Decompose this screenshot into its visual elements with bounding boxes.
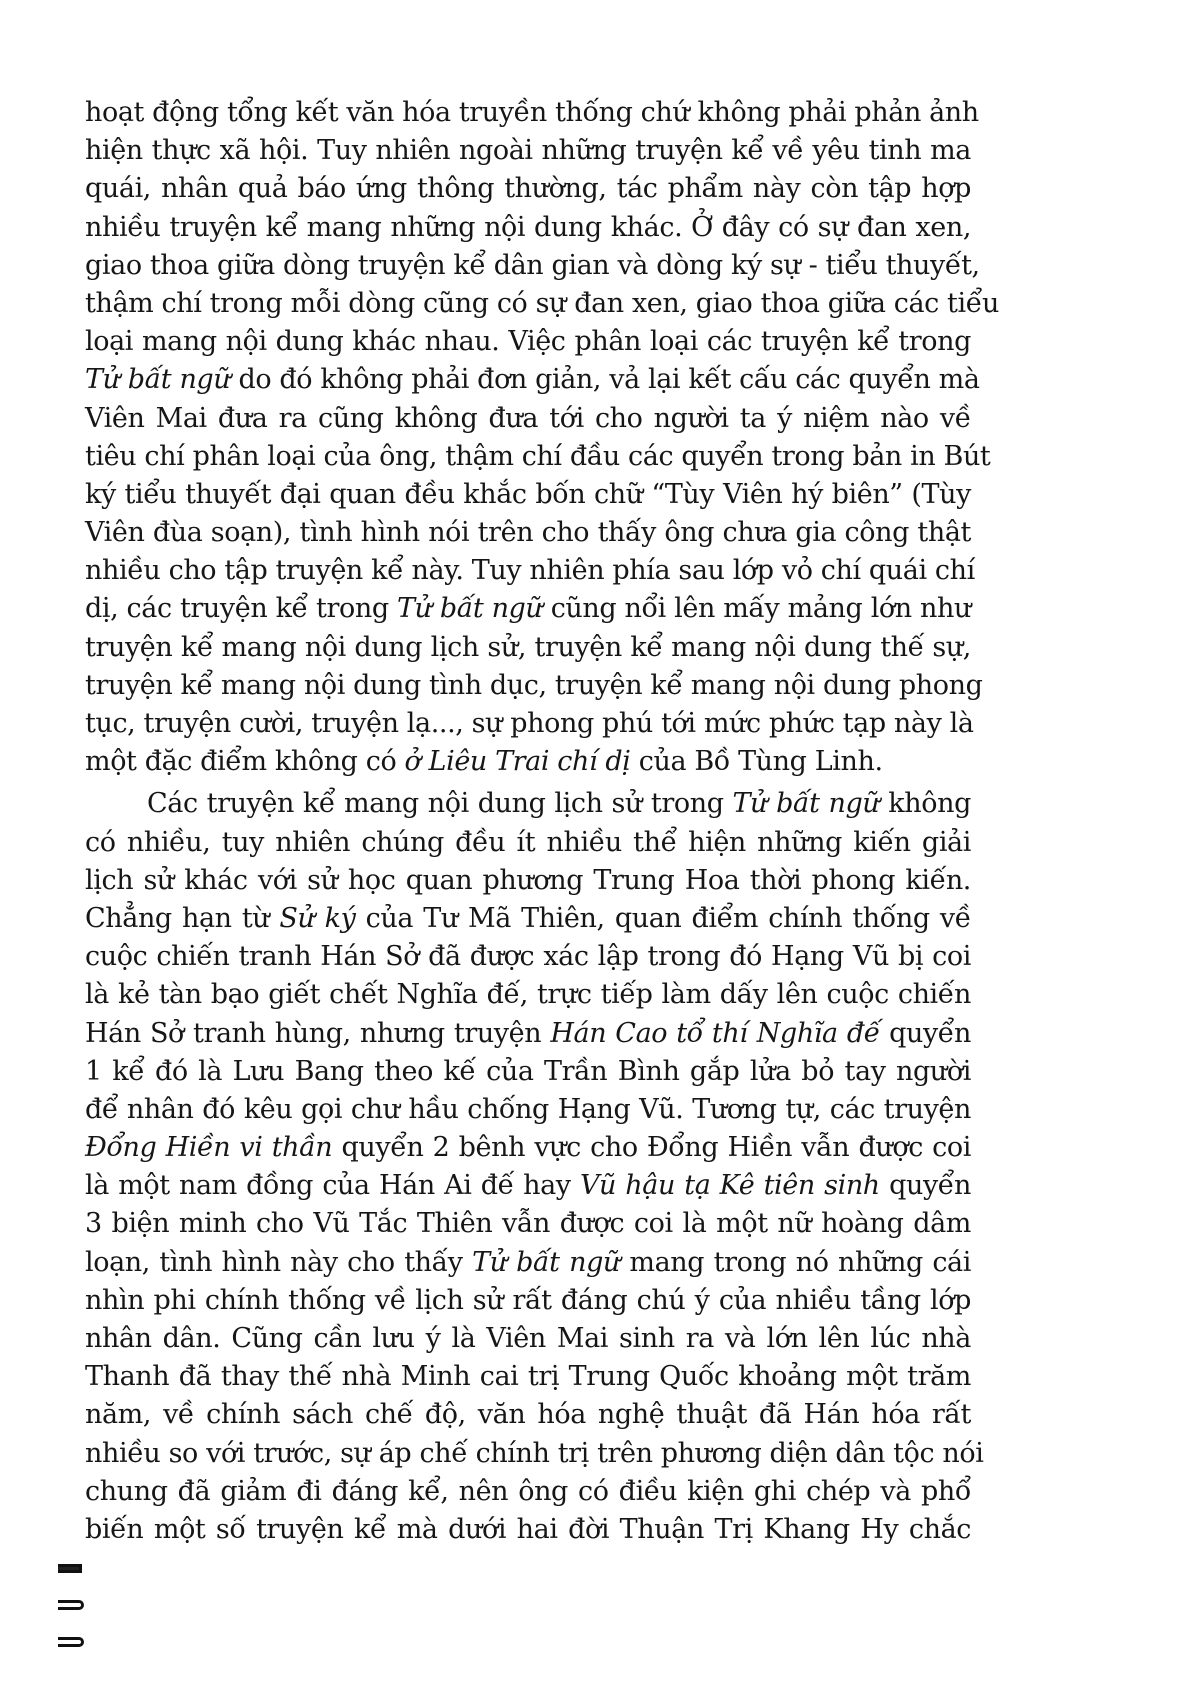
- text-run: loại mang nội dung khác nhau. Việc phân loại các truyện kể trong: [85, 326, 971, 358]
- italic-title: Tử bất ngữ: [85, 364, 231, 396]
- italic-title: Vũ hậu tạ Kê tiên sinh: [579, 1170, 880, 1202]
- text-line: [85, 824, 971, 862]
- text-run: 3 biện minh cho Vũ Tắc Thiên vẫn được coi là một nữ hoàng dâm: [85, 1208, 971, 1240]
- text-run: hiện thực xã hội. Tuy nhiên ngoài những truyện kể về yêu tinh ma: [85, 135, 971, 167]
- text-run: Viên Mai đưa ra cũng không đưa tới cho người ta ý niệm nào về: [85, 402, 971, 434]
- text-run: của Tư Mã Thiên, quan điểm chính thống về: [355, 902, 971, 934]
- text-line: [85, 938, 971, 976]
- text-line: [85, 1091, 971, 1129]
- text-run: là một nam đồng của Hán Ai đế hay: [85, 1170, 580, 1202]
- text-line: [85, 323, 971, 361]
- text-line: [85, 1320, 971, 1358]
- text-run: nhiều truyện kể mang những nội dung khác. Ở đây có sự đan xen,: [85, 211, 971, 243]
- text-run: Hán Sở tranh hùng, nhưng truyện: [85, 1017, 551, 1049]
- text-line: [85, 247, 980, 285]
- text-run: Thanh đã thay thế nhà Minh cai trị Trung Quốc khoảng một trăm: [85, 1361, 971, 1393]
- text-run: 1 kể đó là Lưu Bang theo kế của Trần Bình gắp lửa bỏ tay người: [85, 1055, 971, 1087]
- text-run: Viên đùa soạn), tình hình nói trên cho thấy ông chưa gia công thật: [85, 517, 971, 549]
- text-run: Các truyện kể mang nội dung lịch sử trong: [147, 788, 733, 820]
- text-run: truyện kể mang nội dung tình dục, truyện kể mang nội dung phong: [85, 669, 983, 701]
- text-line: [85, 900, 971, 938]
- text-run: năm, về chính sách chế độ, văn hóa nghệ thuật đã Hán hóa rất: [85, 1399, 971, 1431]
- text-line: [85, 94, 979, 132]
- text-line: [85, 170, 971, 208]
- text-line: [85, 1473, 971, 1511]
- text-run: nhìn phi chính thống về lịch sử rất đáng chú ý của nhiều tầng lớp: [85, 1284, 971, 1316]
- text-run: nhiều so với trước, sự áp chế chính trị trên phương diện dân tộc nói: [85, 1437, 984, 1469]
- text-line: [85, 705, 974, 743]
- text-run: không: [879, 788, 971, 820]
- text-line: [85, 629, 971, 667]
- text-run: truyện kể mang nội dung lịch sử, truyện kể mang nội dung thế sự,: [85, 631, 971, 663]
- paragraph: [85, 94, 999, 781]
- document-page: [85, 94, 999, 1549]
- text-run: một đặc điểm không có: [85, 746, 405, 778]
- text-run: cuộc chiến tranh Hán Sở đã được xác lập trong đó Hạng Vũ bị coi: [85, 941, 971, 973]
- text-line: [85, 1205, 971, 1243]
- text-run: nhân dân. Cũng cần lưu ý là Viên Mai sinh ra và lớn lên lúc nhà: [85, 1323, 971, 1354]
- text-line: [85, 476, 971, 514]
- text-line: [85, 285, 999, 323]
- text-run: quyển: [879, 1017, 971, 1049]
- text-line: [85, 1435, 984, 1473]
- text-line: [85, 976, 971, 1014]
- text-run: hoạt động tổng kết văn hóa truyền thống chứ không phải phản ảnh: [85, 97, 979, 128]
- text-run: lịch sử khác với sử học quan phương Trung Hoa thời phong kiến.: [85, 864, 971, 896]
- text-line: [85, 361, 980, 399]
- italic-title: Hán Cao tổ thí Nghĩa đế: [550, 1017, 880, 1049]
- text-line: [85, 400, 971, 438]
- text-run: Chẳng hạn từ: [85, 902, 280, 934]
- text-run: do đó không phải đơn giản, vả lại kết cấu các quyển mà: [230, 364, 980, 396]
- text-line: [85, 1129, 971, 1167]
- text-line: [85, 1282, 971, 1320]
- paragraph: [85, 785, 984, 1549]
- text-line: [85, 1053, 971, 1091]
- scan-artifact-mark: [58, 1600, 84, 1610]
- text-line: [85, 1015, 971, 1053]
- scan-artifact-mark: [58, 1637, 84, 1647]
- text-run: để nhân đó kêu gọi chư hầu chống Hạng Vũ. Tương tự, các truyện: [85, 1093, 971, 1125]
- text-run: quái, nhân quả báo ứng thông thường, tác phẩm này còn tập hợp: [85, 173, 971, 205]
- text-line: [85, 590, 971, 628]
- text-line: [85, 438, 991, 476]
- text-run: ký tiểu thuyết đại quan đều khắc bốn chữ “Tùy Viên hý biên” (Tùy: [85, 478, 971, 510]
- text-run: tiêu chí phân loại của ông, thậm chí đầu các quyển trong bản in Bút: [85, 440, 991, 472]
- text-run: giao thoa giữa dòng truyện kể dân gian và dòng ký sự - tiểu thuyết,: [85, 249, 980, 281]
- text-run: quyển: [879, 1170, 972, 1202]
- text-run: mang trong nó những cái: [619, 1246, 971, 1278]
- italic-title: ở Liêu Trai chí dị: [404, 746, 631, 778]
- text-run: loạn, tình hình này cho thấy: [85, 1246, 473, 1278]
- italic-title: Tử bất ngữ: [732, 788, 880, 820]
- italic-title: Tử bất ngữ: [396, 593, 543, 625]
- text-line: [85, 514, 971, 552]
- italic-title: Sử ký: [279, 902, 356, 934]
- text-run: dị, các truyện kể trong: [85, 593, 397, 625]
- italic-title: Tử bất ngữ: [472, 1246, 620, 1278]
- text-line: [85, 743, 971, 781]
- text-line: [85, 552, 975, 590]
- text-run: có nhiều, tuy nhiên chúng đều ít nhiều thể hiện những kiến giải: [85, 826, 971, 858]
- scan-artifact-mark: [58, 1564, 82, 1573]
- text-line: [85, 132, 971, 170]
- text-line: [85, 667, 983, 705]
- text-line: [85, 785, 971, 823]
- italic-title: Đổng Hiền vi thần: [85, 1132, 333, 1164]
- text-line: [85, 1511, 971, 1549]
- text-run: là kẻ tàn bạo giết chết Nghĩa đế, trực tiếp làm dấy lên cuộc chiến: [85, 979, 971, 1011]
- text-run: của Bồ Tùng Linh.: [630, 746, 883, 778]
- text-line: [85, 1358, 971, 1396]
- text-line: [85, 1396, 971, 1434]
- text-line: [85, 1167, 971, 1205]
- text-run: quyển 2 bênh vực cho Đổng Hiền vẫn được coi: [332, 1132, 971, 1164]
- text-run: chung đã giảm đi đáng kể, nên ông có điều kiện ghi chép và phổ: [85, 1475, 971, 1507]
- text-run: biến một số truyện kể mà dưới hai đời Thuận Trị Khang Hy chắc: [85, 1513, 971, 1545]
- text-run: tục, truyện cười, truyện lạ..., sự phong phú tới mức phức tạp này là: [85, 708, 974, 739]
- text-line: [85, 862, 971, 900]
- text-line: [85, 1244, 971, 1282]
- text-run: nhiều cho tập truyện kể này. Tuy nhiên phía sau lớp vỏ chí quái chí: [85, 555, 975, 587]
- text-run: cũng nổi lên mấy mảng lớn như: [542, 593, 971, 625]
- text-run: thậm chí trong mỗi dòng cũng có sự đan xen, giao thoa giữa các tiểu: [85, 287, 999, 319]
- text-line: [85, 209, 971, 247]
